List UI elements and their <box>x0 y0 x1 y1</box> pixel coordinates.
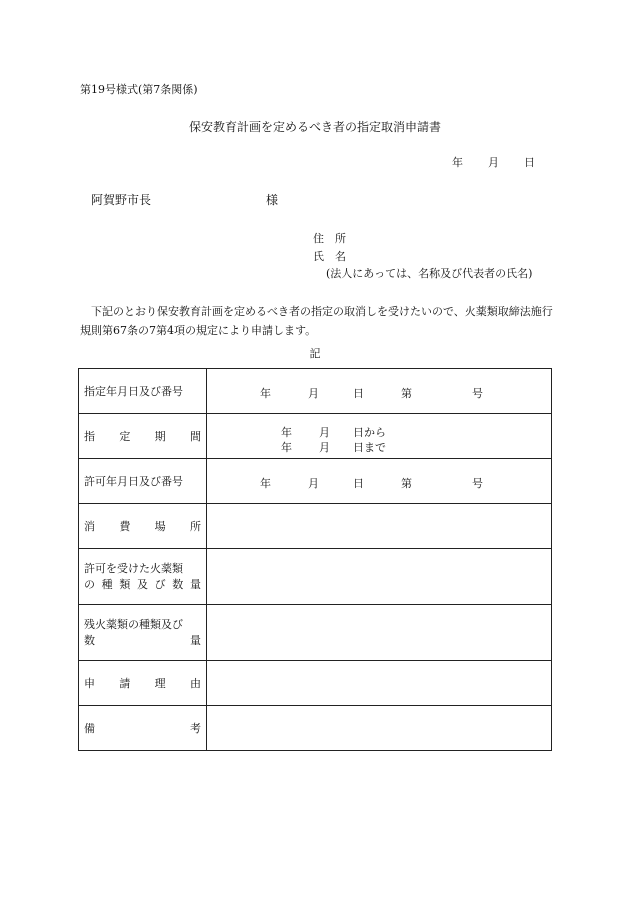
permit-go: 号 <box>472 477 483 490</box>
designation-date-field[interactable] <box>207 369 552 414</box>
label-char: 間 <box>189 430 201 443</box>
designation-date-label: 指定年月日及び番号 <box>79 369 207 414</box>
permitted-explosives-field[interactable] <box>207 549 552 605</box>
table-row-remarks <box>79 706 552 751</box>
form-number: 第19号様式(第7条関係) <box>80 83 198 96</box>
label-char: 費 <box>119 520 131 533</box>
label-char: 由 <box>189 677 201 690</box>
reason-field[interactable] <box>207 661 552 706</box>
period-from-year: 年 <box>281 426 292 439</box>
label-char: 期 <box>154 430 166 443</box>
label-char: 消 <box>84 520 95 533</box>
remarks-field[interactable] <box>207 706 552 751</box>
table-row-designation-date <box>79 369 552 414</box>
label-char: 指 <box>84 430 95 443</box>
consumption-place-label <box>79 504 207 549</box>
date-year-label: 年 <box>452 156 463 169</box>
table-row-remaining-explosives <box>79 605 552 661</box>
permit-dai: 第 <box>401 477 412 490</box>
label-char: 定 <box>119 430 131 443</box>
table-row-designation-period <box>79 414 552 459</box>
label-char: 場 <box>154 520 166 533</box>
date-day-label: 日 <box>524 156 535 169</box>
label-line: 許可を受けた火薬類 <box>84 561 183 575</box>
designation-period-field[interactable] <box>207 414 552 459</box>
remarks-label <box>79 706 207 751</box>
label-char: の <box>84 577 95 591</box>
remaining-explosives-label <box>79 605 207 661</box>
label-line: 残火薬類の種類及び <box>84 617 183 631</box>
label-char: 申 <box>84 677 95 690</box>
label-char: 量 <box>189 577 201 591</box>
label-char: 種 <box>101 577 113 591</box>
label-char: 所 <box>189 520 201 533</box>
label-char: 備 <box>84 722 95 735</box>
designation-go: 号 <box>472 387 483 400</box>
label-char: 理 <box>154 677 166 690</box>
table-row-permitted-explosives <box>79 549 552 605</box>
label-char: 類 <box>119 577 131 591</box>
application-form-table <box>78 368 552 751</box>
ki-heading: 記 <box>309 347 321 360</box>
permitted-explosives-label <box>79 549 207 605</box>
remaining-explosives-field[interactable] <box>207 605 552 661</box>
permit-month: 月 <box>308 477 319 490</box>
date-month-label: 月 <box>488 156 499 169</box>
table-row-reason <box>79 661 552 706</box>
period-to-day: 日まで <box>353 441 386 454</box>
table-row-consumption-place <box>79 504 552 549</box>
designation-year: 年 <box>260 387 271 400</box>
designation-day: 日 <box>353 387 364 400</box>
designation-dai: 第 <box>401 387 412 400</box>
period-from-month: 月 <box>319 426 330 439</box>
reason-label <box>79 661 207 706</box>
period-to-month: 月 <box>319 441 330 454</box>
label-char: 考 <box>190 722 201 735</box>
honorific: 様 <box>266 193 279 207</box>
permit-year: 年 <box>260 477 271 490</box>
corporation-note: (法人にあっては、名称及び代表者の氏名) <box>326 267 533 280</box>
label-char: 請 <box>119 677 131 690</box>
addressee: 阿賀野市長 <box>91 193 152 207</box>
label-char: 数 <box>84 633 95 647</box>
label-char: 及 <box>136 577 148 591</box>
label-char: 量 <box>190 633 201 647</box>
permit-date-label: 許可年月日及び番号 <box>79 459 207 504</box>
address-label: 住 所 <box>313 232 346 245</box>
application-date <box>452 157 535 168</box>
label-char: 数 <box>172 577 184 591</box>
designation-period-label <box>79 414 207 459</box>
permit-date-field[interactable] <box>207 459 552 504</box>
permit-day: 日 <box>353 477 364 490</box>
table-row-permit-date <box>79 459 552 504</box>
name-label: 氏 名 <box>313 250 346 263</box>
document-title: 保安教育計画を定めるべき者の指定取消申請書 <box>188 120 441 134</box>
consumption-place-field[interactable] <box>207 504 552 549</box>
body-text: 下記のとおり保安教育計画を定めるべき者の指定の取消しを受けたいので、火薬類取締法施行規則第67条の7第4項の規定により申請します。 <box>80 305 553 337</box>
designation-month: 月 <box>308 387 319 400</box>
label-char: び <box>154 577 166 591</box>
period-to-year: 年 <box>281 441 292 454</box>
period-from-day: 日から <box>353 426 386 439</box>
